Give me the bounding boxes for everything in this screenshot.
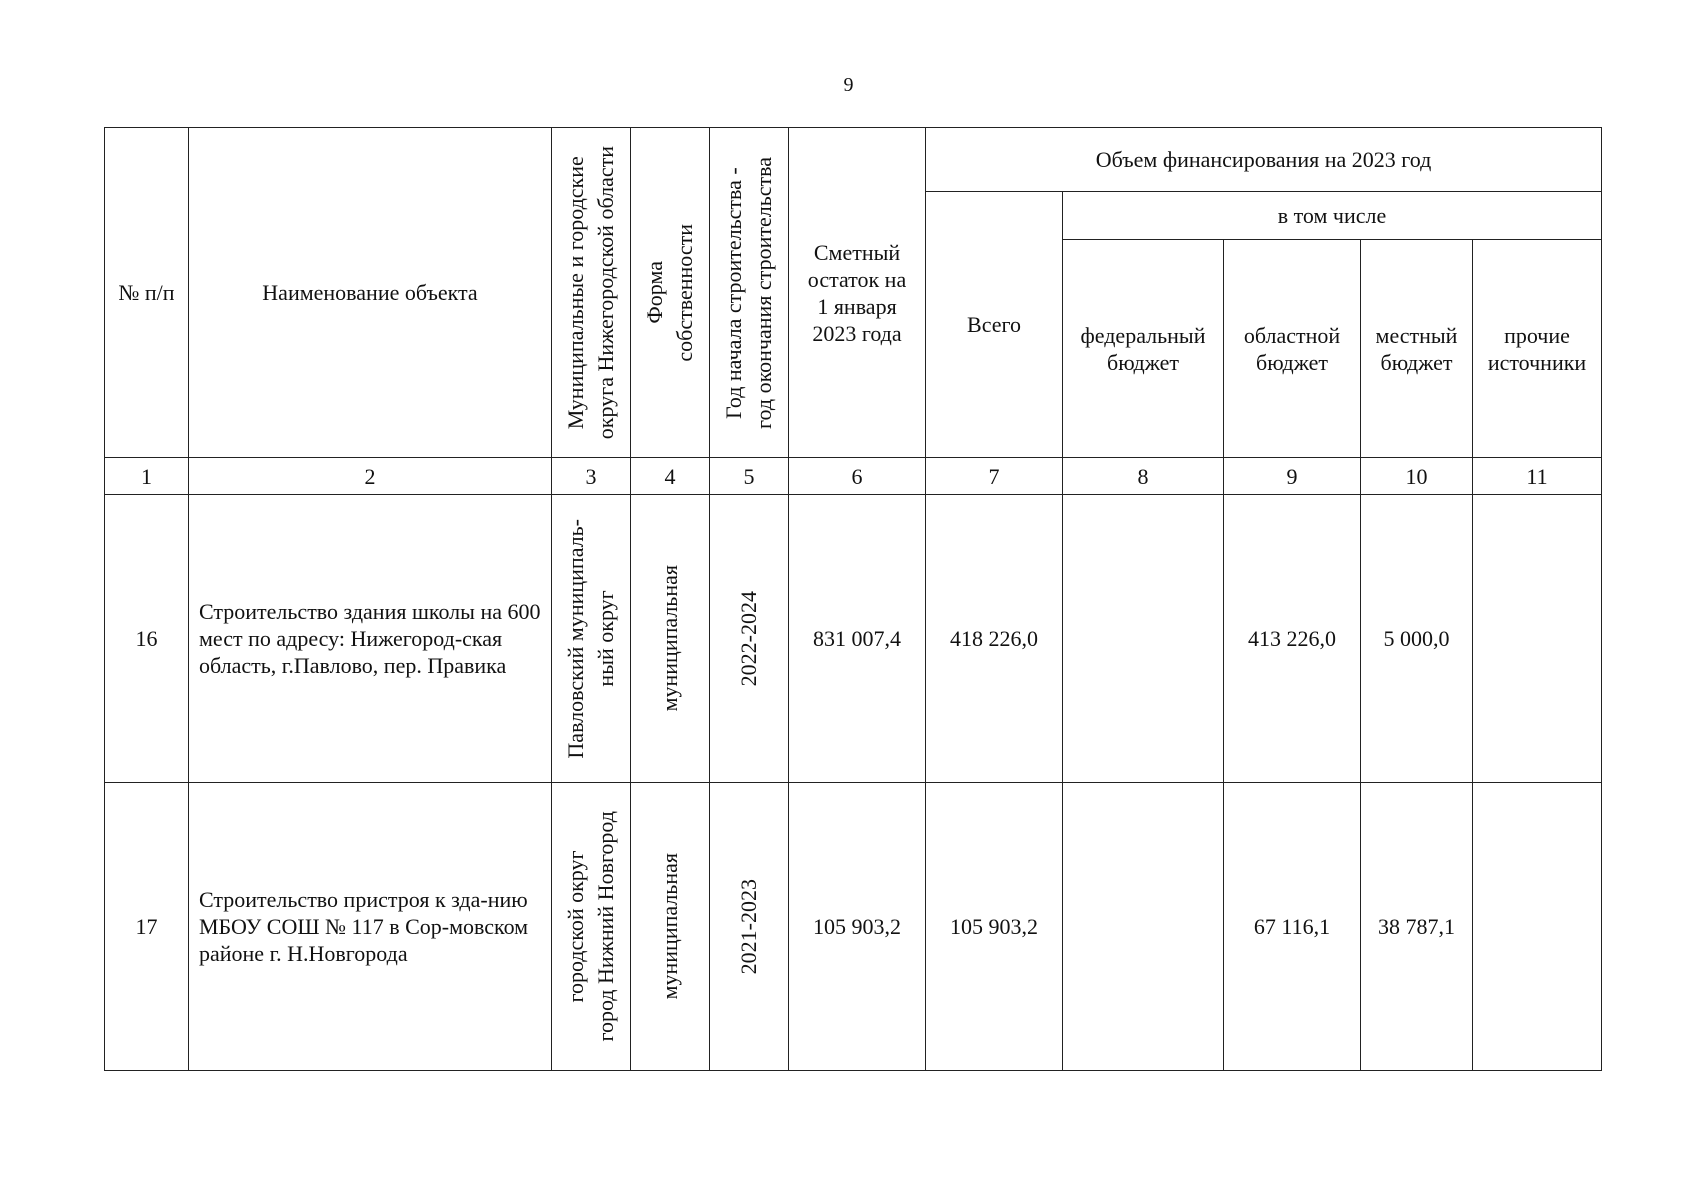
financing-table bbox=[104, 127, 1602, 1071]
row-years-text: 2021-2023 bbox=[736, 878, 761, 975]
column-number: 2 bbox=[189, 458, 552, 495]
row-object-name: Строительство пристроя к зда-нию МБОУ СОШ № 117 в Сор-мовском районе г. Н.Новгорода bbox=[189, 783, 552, 1071]
row-district bbox=[552, 783, 631, 1071]
row-remainder: 831 007,4 bbox=[789, 495, 926, 783]
column-number: 1 bbox=[105, 458, 189, 495]
header-federal: федеральный бюджет bbox=[1063, 240, 1224, 458]
row-district bbox=[552, 495, 631, 783]
row-ownership-text: муниципальная bbox=[657, 565, 682, 712]
header-regional: областной бюджет bbox=[1224, 240, 1361, 458]
header-remainder: Сметный остаток на 1 января 2023 года bbox=[789, 128, 926, 458]
column-number: 9 bbox=[1224, 458, 1361, 495]
row-district-text: городской округ город Нижний Новгород bbox=[563, 811, 618, 1042]
row-ownership bbox=[631, 783, 710, 1071]
header-object-name: Наименование объекта bbox=[189, 128, 552, 458]
row-years bbox=[710, 495, 789, 783]
column-number: 5 bbox=[710, 458, 789, 495]
row-regional: 413 226,0 bbox=[1224, 495, 1361, 783]
header-total: Всего bbox=[926, 192, 1063, 458]
column-number: 8 bbox=[1063, 458, 1224, 495]
header-years bbox=[710, 128, 789, 458]
column-number-row bbox=[105, 458, 1602, 495]
row-local: 38 787,1 bbox=[1361, 783, 1473, 1071]
column-number: 6 bbox=[789, 458, 926, 495]
column-number: 3 bbox=[552, 458, 631, 495]
header-ownership-text: Форма собственности bbox=[642, 223, 697, 362]
row-federal bbox=[1063, 783, 1224, 1071]
column-number: 11 bbox=[1473, 458, 1602, 495]
row-district-text: Павловский муниципаль- ный округ bbox=[563, 518, 618, 759]
header-local: местный бюджет bbox=[1361, 240, 1473, 458]
header-district-text: Муниципальные и городские округа Нижегородской области bbox=[563, 145, 618, 440]
header-ownership bbox=[631, 128, 710, 458]
row-total: 418 226,0 bbox=[926, 495, 1063, 783]
row-object-name: Строительство здания школы на 600 мест по адресу: Нижегород-ская область, г.Павлово, пер. Правика bbox=[189, 495, 552, 783]
row-remainder: 105 903,2 bbox=[789, 783, 926, 1071]
header-including: в том числе bbox=[1063, 192, 1602, 240]
row-ownership bbox=[631, 495, 710, 783]
row-regional: 67 116,1 bbox=[1224, 783, 1361, 1071]
table-row bbox=[105, 783, 1602, 1071]
header-funding: Объем финансирования на 2023 год bbox=[926, 128, 1602, 192]
column-number: 10 bbox=[1361, 458, 1473, 495]
header-district bbox=[552, 128, 631, 458]
table-row bbox=[105, 495, 1602, 783]
header-other: прочие источники bbox=[1473, 240, 1602, 458]
page-number: 9 bbox=[843, 74, 854, 96]
row-num: 17 bbox=[105, 783, 189, 1071]
column-number: 4 bbox=[631, 458, 710, 495]
header-row-1 bbox=[105, 128, 1602, 192]
header-years-text: Год начала строительства - год окончания строительства bbox=[721, 156, 776, 429]
row-ownership-text: муниципальная bbox=[657, 853, 682, 1000]
column-number: 7 bbox=[926, 458, 1063, 495]
row-other bbox=[1473, 495, 1602, 783]
row-num: 16 bbox=[105, 495, 189, 783]
row-total: 105 903,2 bbox=[926, 783, 1063, 1071]
header-num: № п/п bbox=[105, 128, 189, 458]
row-years-text: 2022-2024 bbox=[736, 590, 761, 687]
row-local: 5 000,0 bbox=[1361, 495, 1473, 783]
row-years bbox=[710, 783, 789, 1071]
row-other bbox=[1473, 783, 1602, 1071]
row-federal bbox=[1063, 495, 1224, 783]
